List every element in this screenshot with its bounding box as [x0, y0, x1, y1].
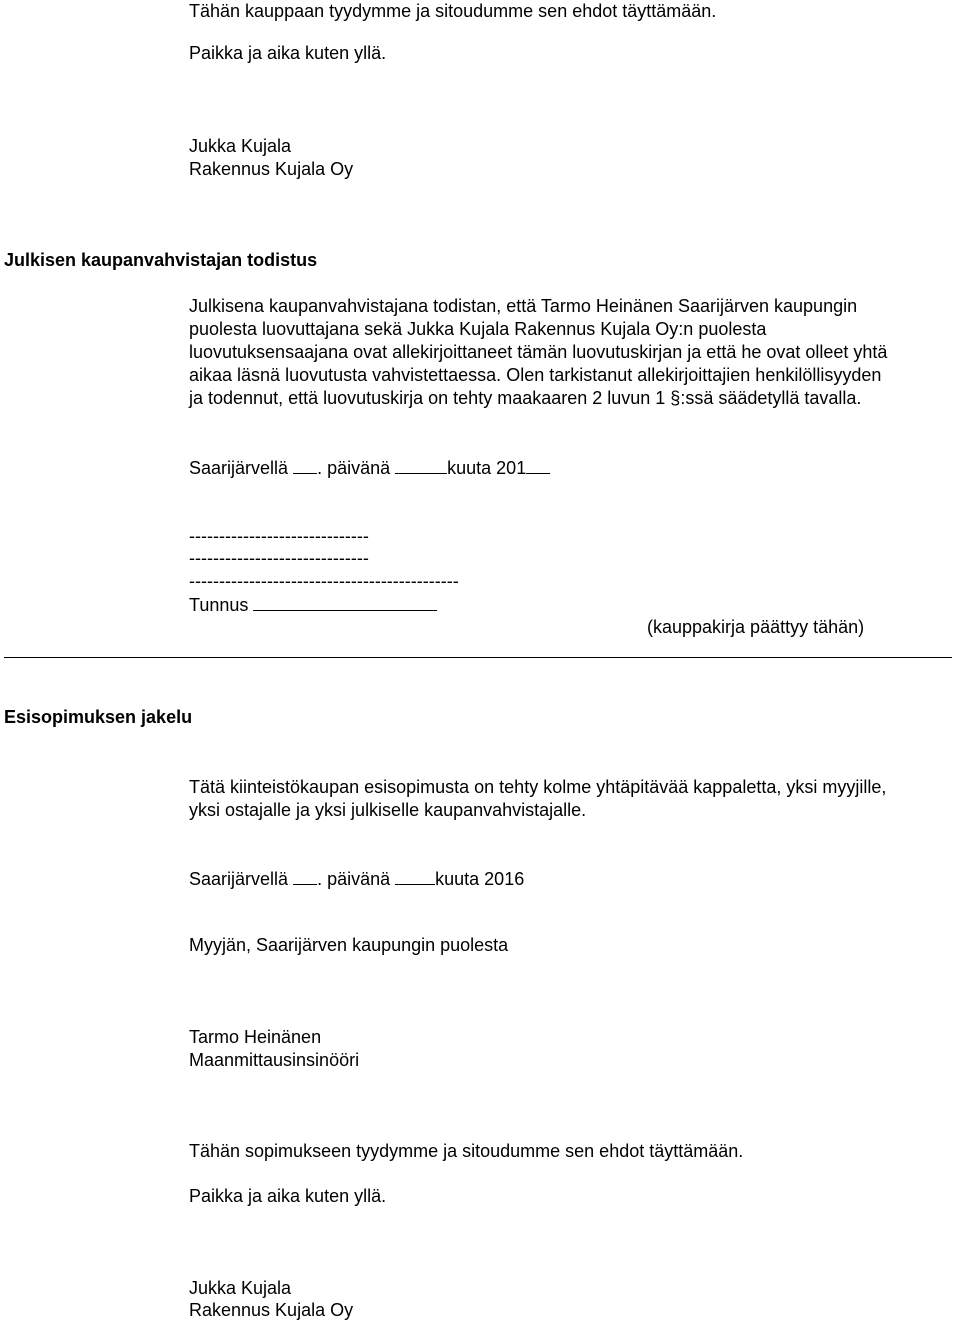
certificate-line: aikaa läsnä luovutusta vahvistettaessa. Olen tarkistanut allekirjoittajien henkilöllisyyden: [189, 365, 882, 385]
date-month: kuuta 201: [447, 458, 527, 478]
seller-name: Tarmo Heinänen: [189, 1027, 322, 1047]
date-place: Saarijärvellä: [189, 458, 289, 478]
section-divider: [4, 657, 952, 658]
tunnus-line: [189, 593, 437, 617]
certificate-line: ja todennut, että luovutuskirja on tehty maakaaren 2 luvun 1 §:ssä säädetyllä tavalla.: [189, 388, 862, 408]
seller-label: Myyjän, Saarijärven kaupungin puolesta: [189, 935, 509, 955]
certificate-heading: Julkisen kaupanvahvistajan todistus: [4, 250, 318, 270]
certificate-line: puolesta luovuttajana sekä Jukka Kujala Rakennus Kujala Oy:n puolesta: [189, 319, 767, 339]
day-blank: [293, 456, 317, 474]
seller-title: Maanmittausinsinööri: [189, 1050, 360, 1070]
signature-dash-line: ------------------------------: [189, 548, 369, 568]
date-place: Saarijärvellä: [189, 869, 289, 889]
distribution-line: Tätä kiinteistökaupan esisopimusta on tehty kolme yhtäpitävää kappaletta, yksi myyjille,: [189, 777, 887, 797]
tunnus-blank: [253, 593, 437, 611]
buyer-name: Jukka Kujala: [189, 1278, 292, 1298]
date-sep: . päivänä: [317, 869, 391, 889]
date-sep: . päivänä: [317, 458, 391, 478]
buyer-company: Rakennus Kujala Oy: [189, 1300, 354, 1320]
contract-end-note: (kauppakirja päättyy tähän): [647, 617, 865, 637]
certificate-line: Julkisena kaupanvahvistajana todistan, että Tarmo Heinänen Saarijärven kaupungin: [189, 296, 858, 316]
tunnus-label: Tunnus: [189, 595, 249, 615]
top-place-time-text: Paikka ja aika kuten yllä.: [189, 43, 387, 63]
date-month: kuuta 2016: [435, 869, 525, 889]
distribution-heading: Esisopimuksen jakelu: [4, 707, 193, 727]
year-blank: [526, 456, 550, 474]
signature-dash-line: ---------------------------------------------: [189, 571, 459, 591]
distribution-agreement-text: Tähän sopimukseen tyydymme ja sitoudumme sen ehdot täyttämään.: [189, 1141, 744, 1161]
signature-dash-line: ------------------------------: [189, 526, 369, 546]
top-signer-name: Jukka Kujala: [189, 136, 292, 156]
distribution-place-time-text: Paikka ja aika kuten yllä.: [189, 1186, 387, 1206]
month-blank: [395, 867, 435, 885]
certificate-date-line: [189, 456, 550, 480]
certificate-line: luovutuksensaajana ovat allekirjoittaneet tämän luovutuskirjan ja että he ovat olleet yhtä: [189, 342, 888, 362]
distribution-date-line: [189, 867, 524, 891]
top-signer-company: Rakennus Kujala Oy: [189, 159, 354, 179]
top-agreement-text: Tähän kauppaan tyydymme ja sitoudumme sen ehdot täyttämään.: [189, 1, 717, 21]
day-blank: [293, 867, 317, 885]
distribution-line: yksi ostajalle ja yksi julkiselle kaupanvahvistajalle.: [189, 800, 587, 820]
month-blank: [395, 456, 447, 474]
